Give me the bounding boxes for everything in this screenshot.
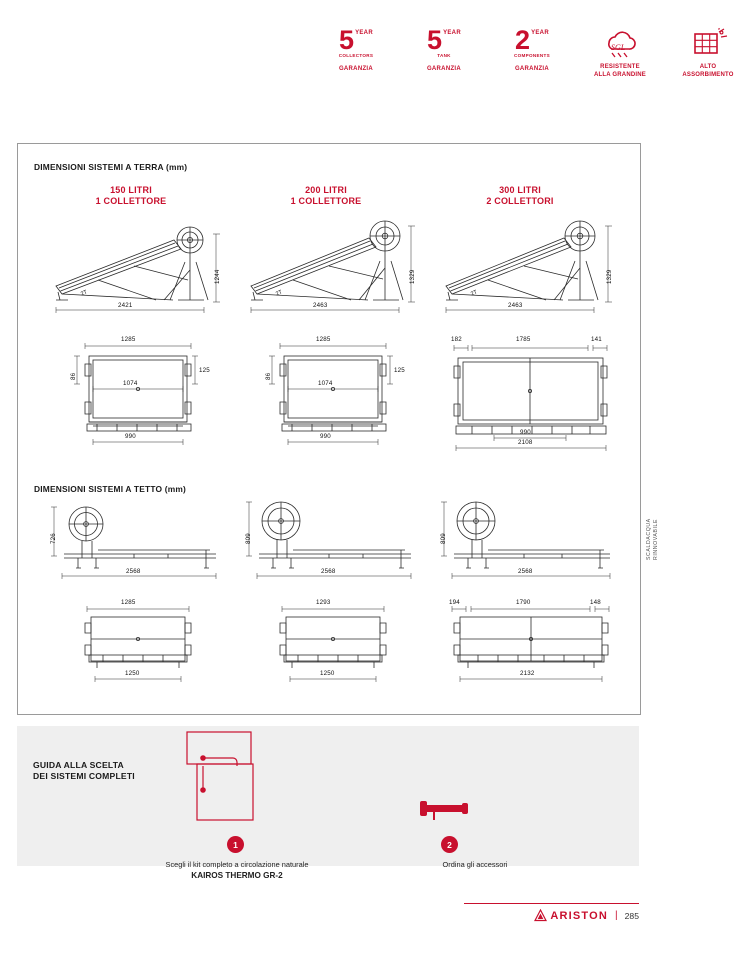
badge-number: 2 xyxy=(515,25,531,55)
svg-text:SGL: SGL xyxy=(611,43,626,52)
dim-bottom: 990 xyxy=(125,433,136,440)
badge-sub: COMPONENTS xyxy=(514,53,550,58)
dim-length: 2463 xyxy=(313,302,328,309)
drawing-ground-top-150 xyxy=(63,334,223,459)
dim-top: 1790 xyxy=(516,599,531,606)
footer-rule xyxy=(464,903,639,904)
dim-length: 2568 xyxy=(518,568,533,575)
drawing-roof-side-300 xyxy=(428,496,623,587)
badge-caption: RESISTENTE ALLA GRANDINE xyxy=(593,64,647,78)
step-2-text: Ordina gli accessori xyxy=(442,860,508,869)
dim-length: 2421 xyxy=(118,302,133,309)
drawing-roof-top-300 xyxy=(438,599,623,699)
badge-components xyxy=(501,25,563,72)
badge-caption: GARANZIA xyxy=(426,66,462,72)
dim-height: 726 xyxy=(50,533,57,544)
badge-year: YEAR xyxy=(355,30,373,36)
guide-panel xyxy=(17,726,639,880)
dim-top: 1285 xyxy=(121,336,136,343)
column-collectors: 2 COLLETTORI xyxy=(486,196,554,206)
footer xyxy=(534,909,639,922)
footer-separator: | xyxy=(615,910,618,921)
dim-length: 2463 xyxy=(508,302,523,309)
column-header-300 xyxy=(440,185,600,207)
dim-height: 809 xyxy=(440,533,447,544)
dim-right: 148 xyxy=(590,599,601,606)
hail-cloud-icon xyxy=(589,28,651,58)
drawing-ground-top-300 xyxy=(438,334,623,459)
dim-right: 141 xyxy=(591,336,602,343)
badge-hail xyxy=(589,28,651,79)
step-1-product: KAIROS THERMO GR-2 xyxy=(191,871,283,880)
drawing-roof-side-150 xyxy=(38,502,228,587)
dim-height: 1329 xyxy=(409,269,416,284)
dim-length: 2568 xyxy=(126,568,141,575)
dim-top: 1293 xyxy=(316,599,331,606)
dim-left: 86 xyxy=(265,372,272,380)
column-capacity: 150 LITRI xyxy=(110,185,152,195)
dim-angle: 2T xyxy=(275,289,284,298)
ariston-flame-icon xyxy=(534,909,547,922)
step-badge-1: 1 xyxy=(227,836,244,853)
badge-number: 5 xyxy=(427,25,443,55)
badge-sub: TANK xyxy=(437,53,451,58)
dim-left: 86 xyxy=(70,372,77,380)
dim-right: 125 xyxy=(394,367,405,374)
product-kit-illustration xyxy=(175,728,295,828)
step-2-caption xyxy=(365,859,585,870)
step-badge-2: 2 xyxy=(441,836,458,853)
badge-number: 5 xyxy=(339,25,355,55)
dim-left: 194 xyxy=(449,599,460,606)
badge-caption: GARANZIA xyxy=(338,66,374,72)
dim-top: 1285 xyxy=(121,599,136,606)
dim-height: 1329 xyxy=(606,269,613,284)
dim-bottom: 1250 xyxy=(125,670,140,677)
ariston-logo xyxy=(534,909,608,922)
badge-sub: COLLECTORS xyxy=(338,53,374,58)
drawing-ground-side-150 xyxy=(38,222,228,317)
dim-bottom: 1250 xyxy=(320,670,335,677)
badge-caption: ALTO ASSORBIMENTO xyxy=(682,64,734,78)
dim-angle: 2T xyxy=(470,289,479,298)
badge-tank xyxy=(413,25,475,72)
drawing-roof-top-150 xyxy=(63,599,223,699)
column-collectors: 1 COLLETTORE xyxy=(290,196,362,206)
dim-inner: 990 xyxy=(520,429,531,436)
badge-year: YEAR xyxy=(531,30,549,36)
dim-bottom: 2108 xyxy=(518,439,533,446)
side-tab-label: SCALDACQUA RINNOVABILE xyxy=(646,518,659,560)
warranty-badges xyxy=(325,25,739,79)
drawing-roof-side-200 xyxy=(233,496,423,587)
dim-length: 2568 xyxy=(321,568,336,575)
drawing-roof-top-200 xyxy=(258,599,418,699)
column-header-150 xyxy=(51,185,211,207)
column-collectors: 1 COLLETTORE xyxy=(95,196,167,206)
step-1-caption xyxy=(112,859,362,881)
step-1-text: Scegli il kit completo a circolazione naturale xyxy=(165,860,309,869)
drawing-ground-side-200 xyxy=(233,216,423,317)
dim-bottom: 2132 xyxy=(520,670,535,677)
badge-absorption xyxy=(677,28,739,79)
solar-panel-icon xyxy=(677,28,739,58)
section-title-ground: DIMENSIONI SISTEMI A TERRA (mm) xyxy=(34,162,188,172)
section-title-roof: DIMENSIONI SISTEMI A TETTO (mm) xyxy=(34,484,186,494)
dim-left: 182 xyxy=(451,336,462,343)
guide-title: GUIDA ALLA SCELTA DEI SISTEMI COMPLETI xyxy=(33,760,135,781)
dim-right: 125 xyxy=(199,367,210,374)
badge-year: YEAR xyxy=(443,30,461,36)
dim-bottom: 990 xyxy=(320,433,331,440)
drawing-ground-top-200 xyxy=(258,334,418,459)
dim-angle: 2T xyxy=(80,289,89,298)
dim-inner: 1074 xyxy=(123,380,138,387)
column-capacity: 200 LITRI xyxy=(305,185,347,195)
dimensions-frame xyxy=(17,143,641,715)
accessory-illustration xyxy=(412,794,482,830)
brand-name: ARISTON xyxy=(550,909,609,922)
dim-top: 1785 xyxy=(516,336,531,343)
dim-inner: 1074 xyxy=(318,380,333,387)
dim-height: 1244 xyxy=(214,269,221,284)
badge-collectors xyxy=(325,25,387,72)
column-header-200 xyxy=(246,185,406,207)
column-capacity: 300 LITRI xyxy=(499,185,541,195)
drawing-ground-side-300 xyxy=(428,216,623,317)
dim-top: 1285 xyxy=(316,336,331,343)
badge-caption: GARANZIA xyxy=(514,66,550,72)
page-number: 285 xyxy=(624,910,639,921)
dim-height: 809 xyxy=(245,533,252,544)
